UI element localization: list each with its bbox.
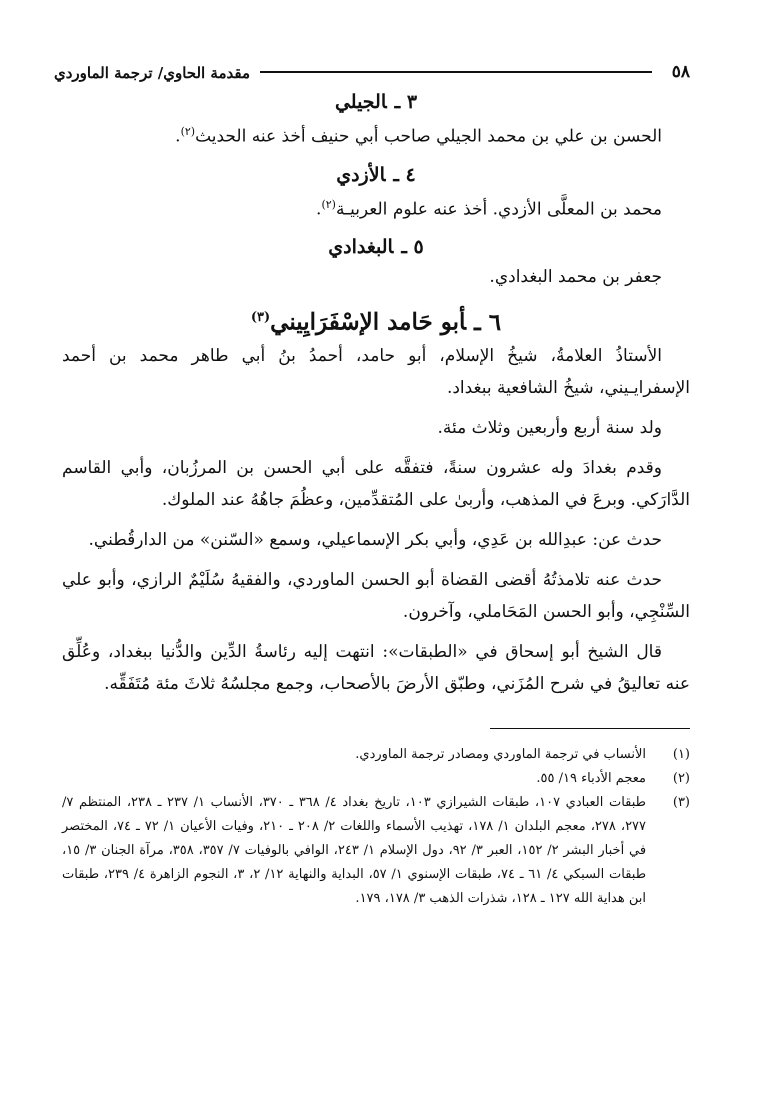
- footnotes-list: [62, 743, 690, 911]
- footnote-item: [62, 743, 690, 767]
- bio-paragraph-3: وقدم بغدادَ وله عشرون سنةً، فتفقَّه على أبي الحسن بن المرزُبان، وأبي القاسم الدَّارَكي. وبرعَ في المذهب، وأربىٰ على المُتقدِّمين، وعظُمَ جاهُهُ عند الملوك.: [62, 457, 690, 510]
- section-heading-6: [62, 301, 690, 340]
- paragraph-text: محمد بن المعلَّى الأزدي. أخذ عنه علوم العربيـة: [335, 199, 662, 220]
- footnote-ref[interactable]: (٢): [321, 197, 336, 211]
- section-name: الجيلي: [334, 91, 387, 113]
- section-name: أبو حَامد الإسْفَرَايِيني: [270, 308, 467, 336]
- footnote-number: (٢): [672, 770, 690, 786]
- running-head: [53, 48, 690, 88]
- footnote-item: [62, 767, 690, 791]
- bio-paragraph-1: الأستاذُ العلامةُ، شيخُ الإسلام، أبو حامد، أحمدُ بنُ أبي طاهر محمد بن أحمد الإسفرايـيني، شيخُ الشافعية ببغداد.: [62, 345, 690, 398]
- section-number: ٣ ـ: [394, 91, 418, 113]
- paragraph-end: .: [175, 126, 181, 147]
- header-rule: [260, 71, 652, 73]
- book-page: [53, 48, 690, 911]
- section-4-text: [62, 189, 690, 226]
- section-name: الأزدي: [336, 163, 386, 186]
- section-5-text: جعفر بن محمد البغدادي.: [489, 267, 662, 288]
- footnote-ref[interactable]: (٢): [180, 125, 196, 138]
- footnote-number: (١): [672, 746, 690, 762]
- running-title: مقدمة الحاوي/ ترجمة الماوردي: [53, 64, 250, 82]
- section-heading-4: [62, 161, 690, 189]
- section-3-text: [62, 116, 690, 153]
- page-number: ٥٨: [671, 62, 690, 82]
- footnote-text: معجم الأدباء ١٩/ ٥٥.: [536, 770, 646, 786]
- footnote-text: الأنساب في ترجمة الماوردي ومصادر ترجمة الماوردي.: [355, 746, 646, 762]
- footnote-ref[interactable]: (٣): [250, 310, 271, 326]
- bio-paragraph-2: ولد سنة أربع وأربعين وثلاث مئة.: [437, 417, 662, 438]
- section-number: ٦ ـ: [474, 308, 502, 336]
- footnote-text: طبقات العبادي ١٠٧، طبقات الشيرازي ١٠٣، تاريخ بغداد ٤/ ٣٦٨ ـ ٣٧٠، الأنساب ١/ ٢٣٧ ـ ٢٣٨، المنتظم ٧/ ٢٧٧، ٢٧٨، معجم البلدان ١/ ١٧٨، تهذيب الأسماء واللغات ٢/ ٢٠٨ ـ ٢١٠، وفيات الأعيان ١/ ٧٢ ـ ٧٤، المختصر في أخبار البشر ٢/ ١٥٢، العبر ٣/ ٩٢، دول الإسلام ١/ ٢٤٣، الوافي بالوفيات ٧/ ٣٥٧، ٣٥٨، مرآة الجنان ٣/ ١٥، طبقات السبكي ٤/ ٦١ ـ ٧٤، طبقات الإسنوي ١/ ٥٧، البداية والنهاية ١٢/ ٢، ٣، النجوم الزاهرة ٤/ ٢٣٩، طبقات ابن هداية الله ١٢٧ ـ ١٢٨، شذرات الذهب ٣/ ١٧٨، ١٧٩.: [62, 794, 647, 906]
- footnote-item: [62, 791, 690, 911]
- bio-paragraph-5: حدث عنه تلامذتُهُ أقضى القضاة أبو الحسن الماوردي، والفقيهُ سُلَيْمٌ الرازي، وأبو علي السِّنْجِي، وأبو الحسن المَحَاملي، وآخرون.: [62, 569, 690, 622]
- section-number: ٤ ـ: [393, 163, 416, 186]
- section-heading-5: [62, 233, 690, 261]
- footnote-number: (٣): [672, 794, 690, 810]
- section-name: البغدادي: [328, 236, 394, 259]
- paragraph-text: الحسن بن علي بن محمد الجيلي صاحب أبي حنيف أخذ عنه الحديث: [195, 126, 662, 147]
- bio-paragraph-6: قال الشيخ أبو إسحاق في «الطبقات»: انتهت إليه رئاسةُ الدِّين والدُّنيا ببغداد، وعُلِّق عنه تعاليقُ في شرح المُزَني، وطبّق الأرضَ بالأصحاب، وجمع مجلسُهُ ثلاثَ مئة مُتَفَقِّه.: [62, 641, 690, 694]
- section-heading-3: [62, 88, 690, 116]
- section-number: ٥ ـ: [401, 236, 424, 259]
- paragraph-end: .: [316, 199, 322, 220]
- footnote-separator: [490, 728, 690, 729]
- bio-paragraph-4: حدث عن: عبدِالله بن عَدِي، وأبي بكر الإسماعيلي، وسمع «السّنن» من الدارقُطني.: [88, 529, 662, 550]
